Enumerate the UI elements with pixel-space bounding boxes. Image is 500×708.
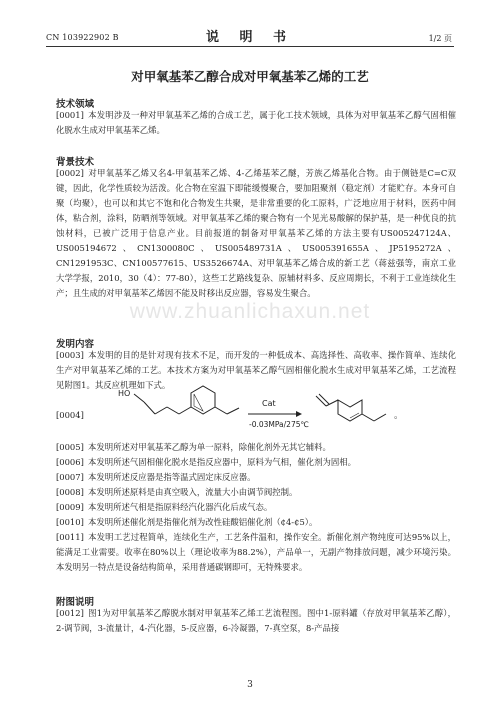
paragraph-number: [0002] <box>56 168 84 178</box>
paragraph-number: [0001] <box>56 110 84 120</box>
section-heading-tech-field: 技术领域 <box>56 99 95 110</box>
page-number: 3 <box>247 680 253 690</box>
paragraph-0007 <box>56 470 256 485</box>
paragraph-number: [0012] <box>56 608 84 618</box>
paragraph-number: [0007] <box>56 472 84 482</box>
reactant-structure <box>155 386 239 414</box>
paragraph-0006 <box>56 455 356 470</box>
paragraph-0002 <box>56 166 456 301</box>
paragraph-number: [0008] <box>56 487 84 497</box>
paragraph-number: [0004] <box>56 410 84 420</box>
page-header <box>0 0 500 46</box>
watermark: www.zhuanlichaxun.net <box>129 300 371 323</box>
paragraph-0005 <box>56 440 331 455</box>
paragraph-text: 本发明工艺过程简单，连续化生产，工艺条件温和，操作安全。新催化剂产物纯度可达95%以上，能满足工业需要。收率在80%以上（理论收率为88.2%），产品单一，无副产物排放问题，减少环境污染。本发明另一特点是设备结构简单，采用普通碳钢即可，无特殊要求。 <box>56 532 456 572</box>
paragraph-0004 <box>56 408 88 423</box>
paragraph-text: 本发明涉及一种对甲氧基苯乙烯的合成工艺，属于化工技术领域，具体为对甲氧基苯乙醇气固相催化脱水生成对甲氧基苯乙烯。 <box>56 110 456 135</box>
section-heading-summary: 发明内容 <box>56 339 95 350</box>
header-rule <box>46 46 454 47</box>
arrow-head <box>296 411 302 417</box>
paragraph-text: 本发明所述原料是由真空吸入，流量大小由调节阀控制。 <box>88 487 298 497</box>
product-structure <box>316 394 386 421</box>
publication-number: CN 103922902 B <box>46 33 119 42</box>
paragraph-number: [0011] <box>56 532 84 542</box>
reaction-scheme <box>96 384 426 444</box>
document-type-title: 说 明 书 <box>205 30 295 45</box>
paragraph-0011 <box>56 530 456 575</box>
paragraph-text: 本发明所述对甲氧基苯乙醇为单一原料，除催化剂外无其它辅料。 <box>88 442 331 452</box>
paragraph-number: [0010] <box>56 517 84 527</box>
section-heading-background: 背景技术 <box>56 157 95 168</box>
page-indicator: 1/2 页 <box>428 34 452 43</box>
paragraph-text: 对甲氧基苯乙烯又名4-甲氧基苯乙烯、4-乙烯基苯乙醚，芳族乙烯基化合物。由于侧链是C=C双键，因此，化学性质较为活泼。化合物在室温下即能缓慢聚合，要加阻聚剂（稳定剂）才能贮存。本身可自聚（均聚），也可以和其它不饱和化合物发生共聚，是非常重要的化工原料，广泛地应用于材料，医药中间体，粘合剂，涂料，防晒剂等领域。对甲氧基苯乙烯的聚合物有一个见光易酸解的保护基，是一种优良的抗蚀材料，已被广泛用于信息产业。目前报道的制备对甲氧基苯乙烯的方法主要有US005247124A、US005194672、CN1300080C、US005489731A、US005391655A、JP5195272A、CN1291953C、CN100577615、US3526674A、对甲氧基苯乙烯合成的新工艺（蒋兹强等，南京工业大学学报，2010，30（4）：77-80），这些工艺路线复杂、原辅材料多、反应周期长，不利于工业连续化生产；且生成的对甲氧基苯乙烯因不能及时移出反应器，容易发生聚合。 <box>56 168 456 298</box>
paragraph-number: [0009] <box>56 502 84 512</box>
catalyst-label: Cat <box>262 399 276 408</box>
ho-bond <box>134 394 144 402</box>
paragraph-number: [0006] <box>56 457 84 467</box>
scheme-period: 。 <box>394 411 404 421</box>
paragraph-number: [0005] <box>56 442 84 452</box>
paragraph-number: [0003] <box>56 350 84 360</box>
paragraph-text: 本发明的目的是针对现有技术不足，而开发的一种低成本、高选择性、高收率、操作简单、连续化生产对甲氧基苯乙烯的工艺。本技术方案为对甲氧基苯乙醇气固相催化脱水生成对甲氧基苯乙烯，工艺流程见附图1。其反应机理如下式。 <box>56 350 456 390</box>
paragraph-0010 <box>56 515 317 530</box>
paragraph-text: 本发明所述气固相催化脱水是指反应器中，原料为气相，催化剂为固相。 <box>88 457 356 467</box>
paragraph-0001 <box>56 108 456 138</box>
condition-label: -0.03MPa/275℃ <box>249 420 309 429</box>
section-heading-drawings: 附图说明 <box>56 597 95 608</box>
paragraph-text: 本发明所述气相是指原料经汽化器汽化后成气态。 <box>88 502 273 512</box>
chain-bond <box>144 402 155 414</box>
paragraph-0008 <box>56 485 297 500</box>
paragraph-0012 <box>56 606 456 636</box>
hydroxyl-label: HO <box>118 389 131 398</box>
paragraph-text: 本发明所述催化剂是指催化剂为改性硅酸铝催化剂（¢4-¢5）。 <box>88 517 318 527</box>
paragraph-text: 图1为对甲氧基苯乙醇脱水制对甲氧基苯乙烯工艺流程图。图中1-原料罐（存放对甲氧基苯乙醇），2-调节阀，3-流量计，4-汽化器，5-反应器，6-冷凝器，7-真空泵，8-产品接 <box>56 608 456 633</box>
paragraph-0009 <box>56 500 272 515</box>
invention-title: 对甲氧基苯乙醇合成对甲氧基苯乙烯的工艺 <box>131 69 369 84</box>
paragraph-text: 本发明所述反应器是指等温式固定床反应器。 <box>88 472 256 482</box>
